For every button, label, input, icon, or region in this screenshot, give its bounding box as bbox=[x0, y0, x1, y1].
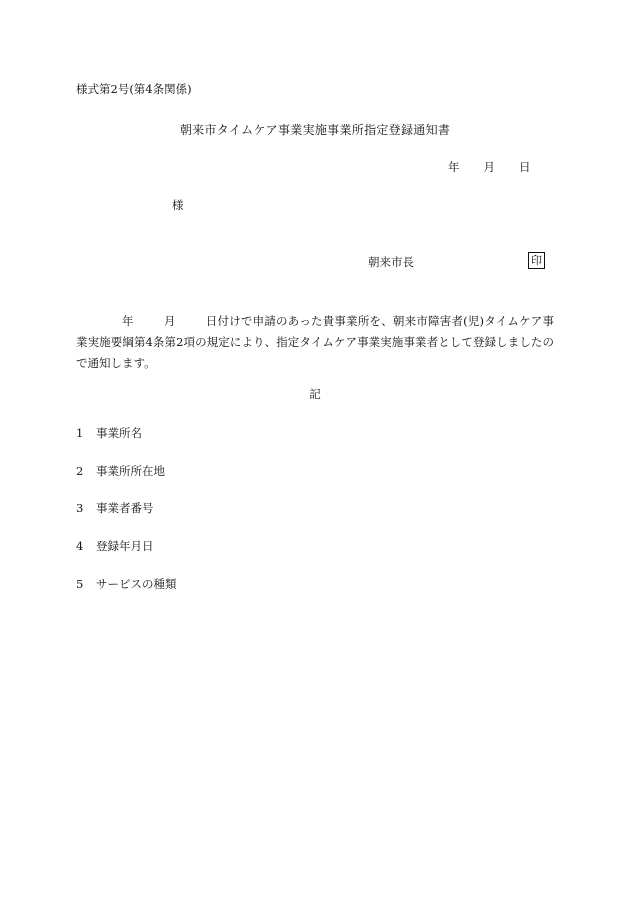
item-label: 事業者番号 bbox=[96, 501, 154, 515]
document-title: 朝来市タイムケア事業実施事業所指定登録通知書 bbox=[179, 123, 451, 137]
notice-body bbox=[76, 311, 554, 374]
item-label: サービスの種類 bbox=[96, 577, 177, 591]
item-number: 3 bbox=[76, 501, 84, 515]
body-month-label: 月 bbox=[163, 314, 176, 328]
date-year-label: 年 bbox=[448, 160, 460, 174]
item-label: 事業所名 bbox=[96, 426, 142, 440]
seal-mark: 印 bbox=[528, 252, 545, 269]
form-number: 様式第2号(第4条関係) bbox=[76, 82, 192, 96]
list-item bbox=[76, 466, 165, 478]
ki-heading: 記 bbox=[309, 387, 321, 401]
item-label: 登録年月日 bbox=[96, 539, 154, 553]
body-year-label: 年 bbox=[122, 314, 134, 328]
item-number: 5 bbox=[76, 577, 84, 591]
item-number: 1 bbox=[76, 426, 84, 440]
list-item bbox=[76, 503, 154, 515]
list-item bbox=[76, 428, 142, 440]
addressee-suffix: 様 bbox=[172, 198, 184, 212]
item-number: 4 bbox=[76, 539, 84, 553]
date-header bbox=[448, 162, 531, 174]
issuer-name: 朝来市長 bbox=[368, 255, 414, 269]
item-label: 事業所所在地 bbox=[96, 464, 165, 478]
item-number: 2 bbox=[76, 464, 84, 478]
date-month-label: 月 bbox=[483, 160, 495, 174]
list-item bbox=[76, 541, 154, 553]
body-text: 日付けで申請のあった貴事業所を、朝来市障害者(児)タイムケア事業実施要綱第4条第2項の規定により、指定タイムケア事業実施事業者として登録しましたので通知します。 bbox=[76, 314, 555, 370]
list-item bbox=[76, 579, 177, 591]
date-day-label: 日 bbox=[519, 160, 531, 174]
